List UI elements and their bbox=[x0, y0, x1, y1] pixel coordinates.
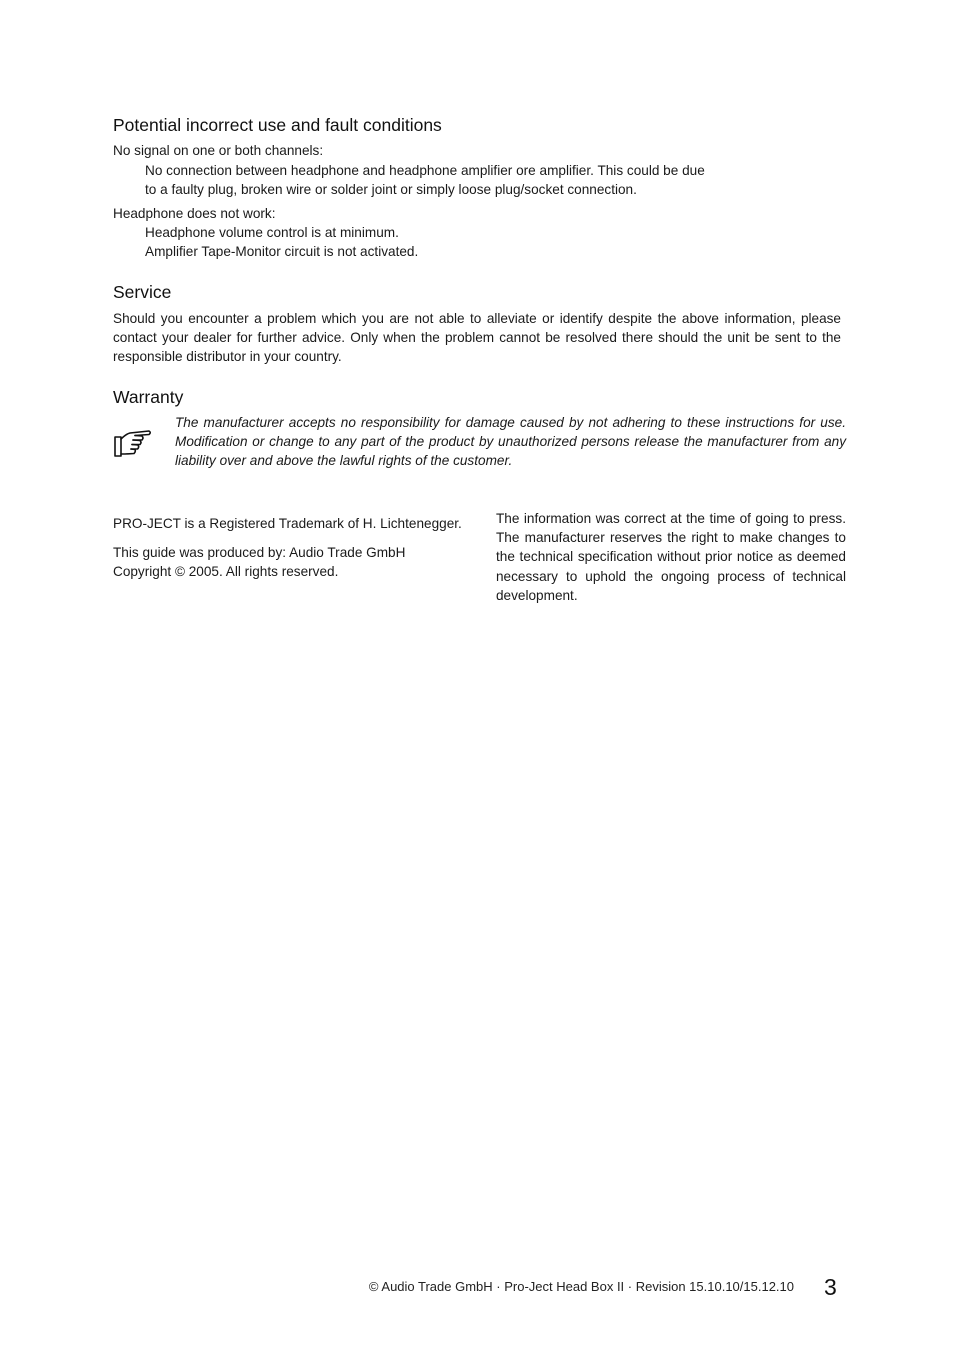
fault-condition-1-detail-line-1: No connection between headphone and headphone amplifier ore amplifier. This could be due bbox=[145, 163, 705, 178]
produced-by-note: This guide was produced by: Audio Trade GmbH bbox=[113, 545, 406, 560]
fault-condition-2-detail-line-2: Amplifier Tape-Monitor circuit is not activated. bbox=[145, 244, 419, 259]
fault-condition-2: Headphone does not work: bbox=[113, 206, 276, 221]
fault-condition-2-detail-line-1: Headphone volume control is at minimum. bbox=[145, 225, 399, 240]
warranty-text: The manufacturer accepts no responsibility for damage caused by not adhering to these instructions for use. Modification or change to any part of the product by unauthorized persons release the manufacturer from any liability over and above the lawful rights of the customer. bbox=[175, 415, 846, 469]
warranty-heading: Warranty bbox=[113, 387, 184, 407]
pointing-hand-icon bbox=[112, 425, 152, 461]
fault-conditions-heading: Potential incorrect use and fault conditions bbox=[113, 115, 442, 135]
copyright-note: Copyright © 2005. All rights reserved. bbox=[113, 564, 339, 579]
fault-condition-1: No signal on one or both channels: bbox=[113, 143, 324, 158]
page-footer: © Audio Trade GmbH · Pro-Ject Head Box II · Revision 15.10.10/15.12.10 bbox=[368, 1279, 794, 1294]
fault-condition-1-detail-line-2: to a faulty plug, broken wire or solder joint or simply loose plug/socket connection. bbox=[145, 182, 637, 197]
disclaimer-text: The information was correct at the time of going to press. The manufacturer reserves the right to make changes to the technical specification without prior notice as deemed necessary to uphold the ongoing process of technical development. bbox=[496, 511, 846, 603]
page-number: 3 bbox=[824, 1274, 837, 1300]
service-text: Should you encounter a problem which you are not able to alleviate or identify despite the above information, please contact your dealer for further advice. Only when the problem cannot be resolved there should the unit be sent to the responsible distributor in your country. bbox=[113, 311, 841, 365]
trademark-note: PRO-JECT is a Registered Trademark of H. Lichtenegger. bbox=[113, 516, 462, 531]
service-heading: Service bbox=[113, 282, 172, 302]
